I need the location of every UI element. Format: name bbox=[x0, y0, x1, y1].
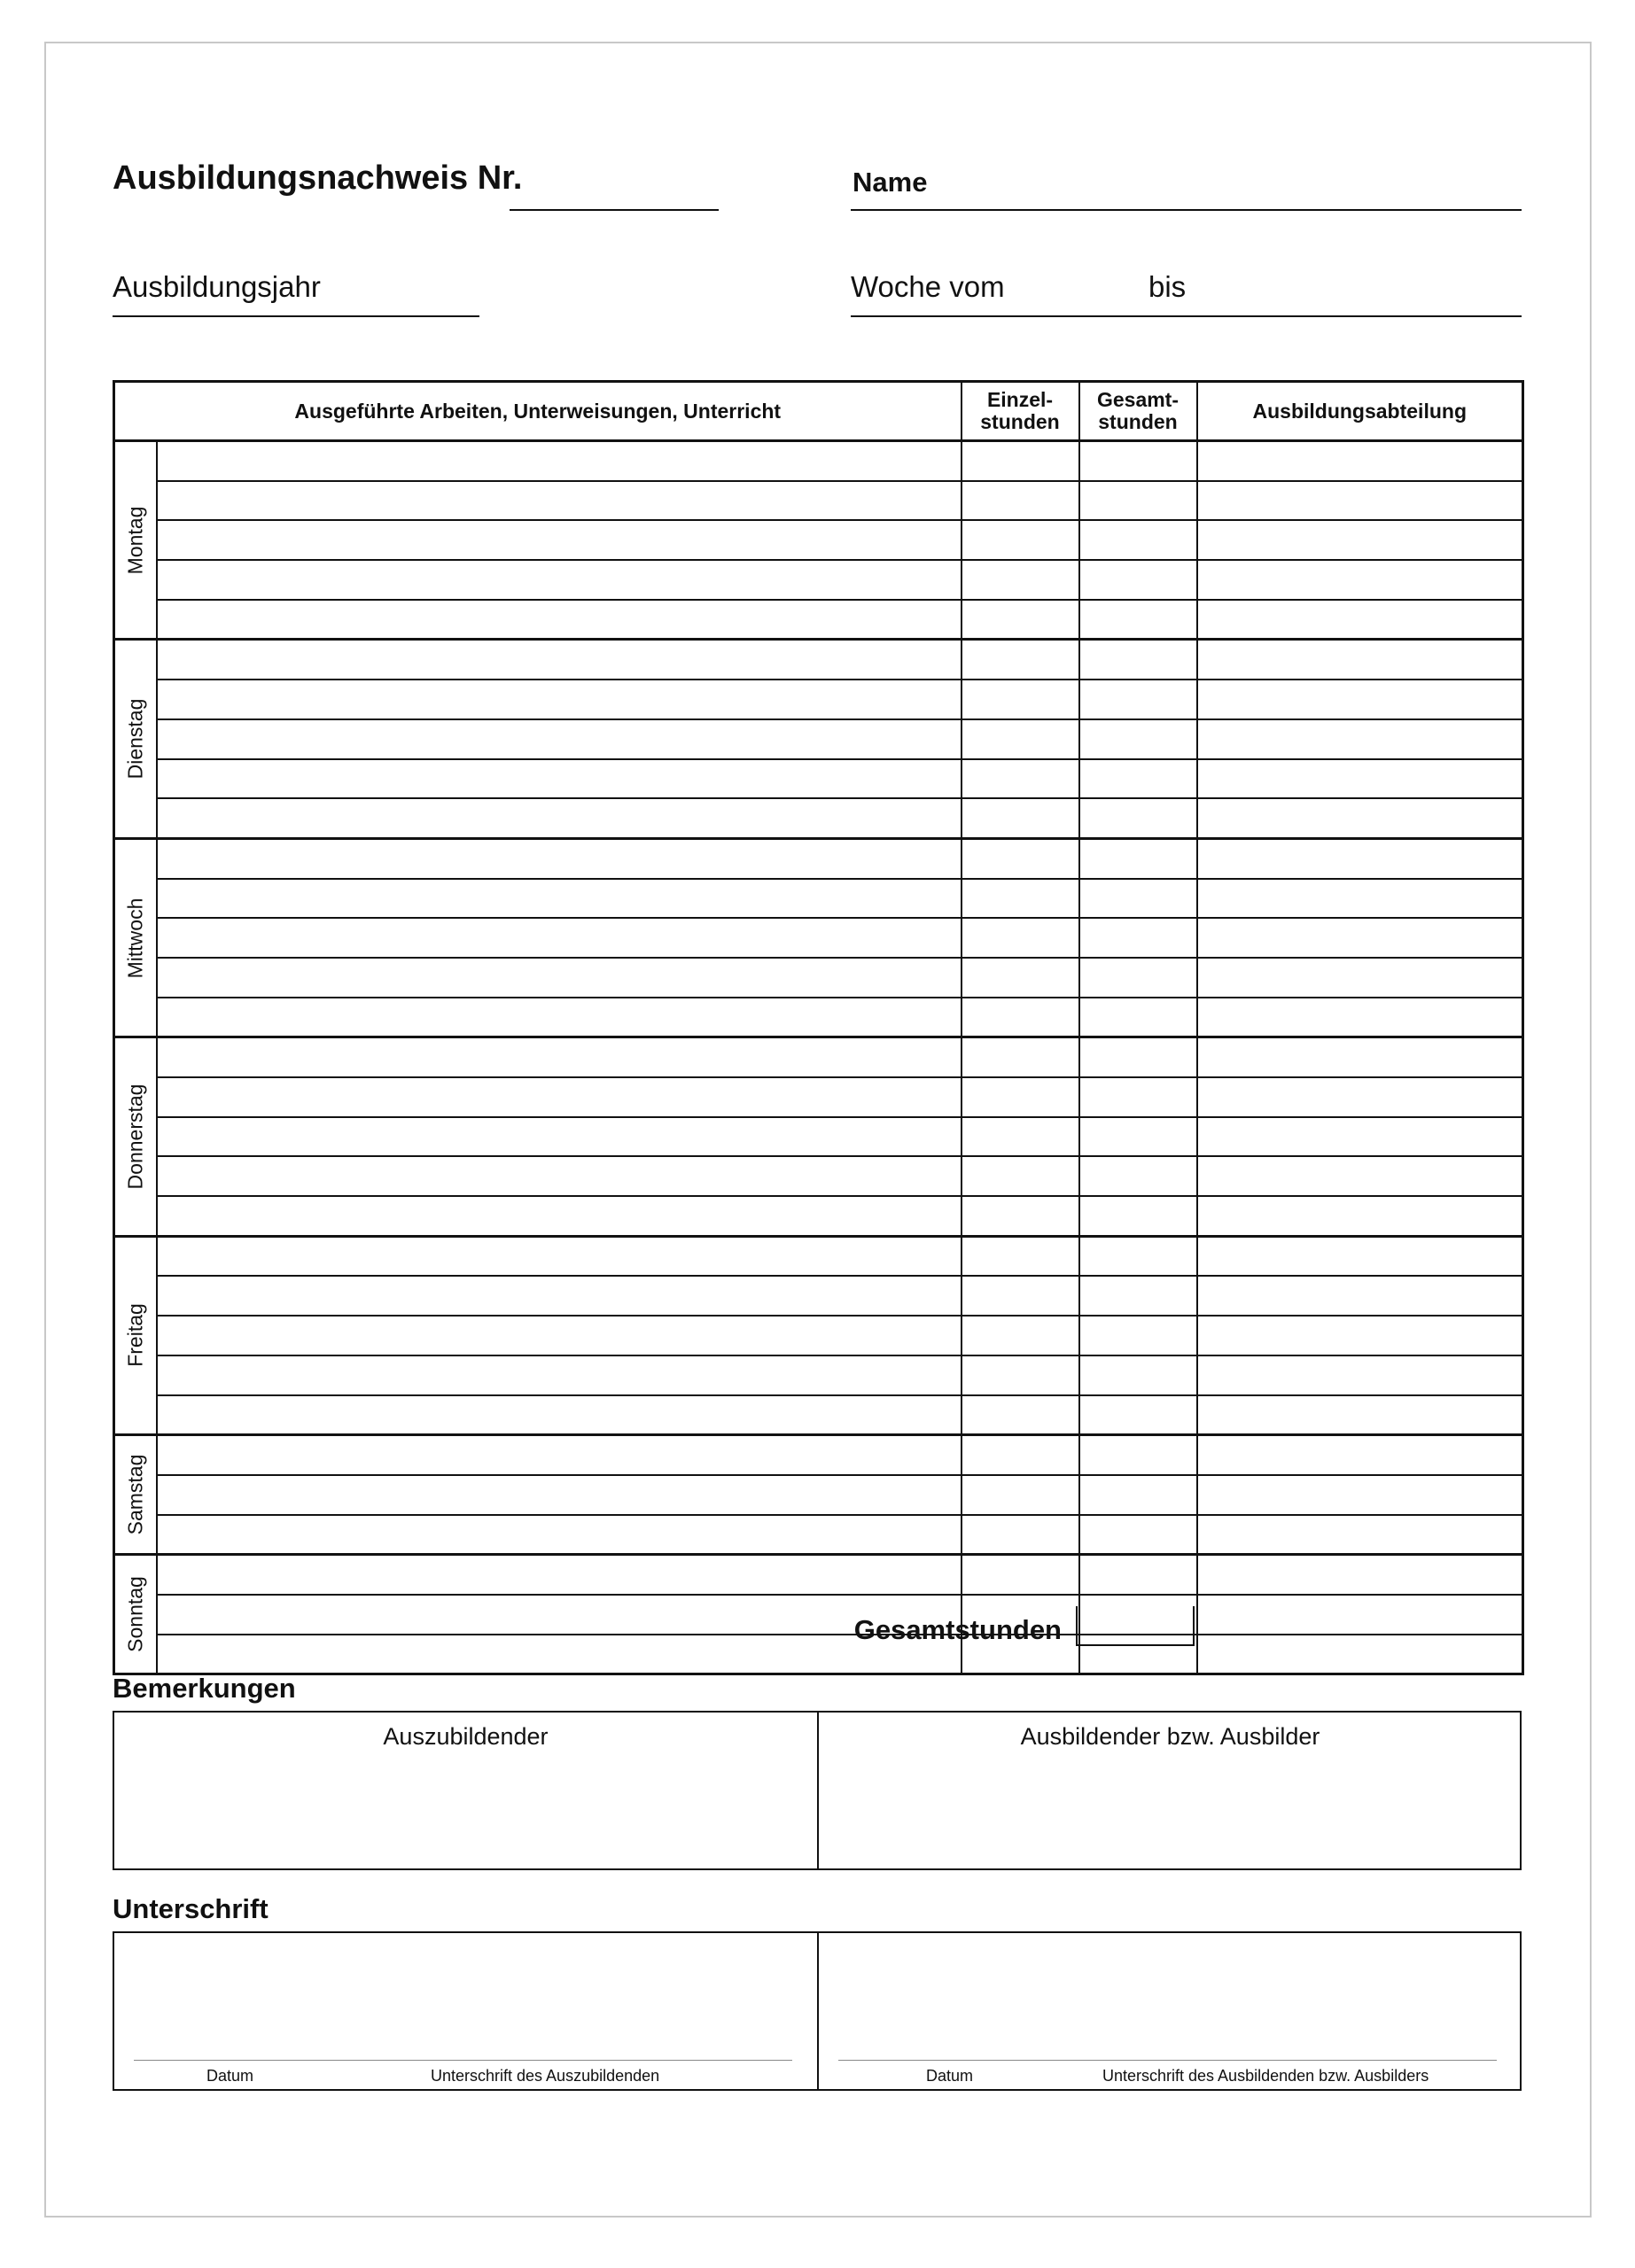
table-row bbox=[114, 1555, 1523, 1595]
total-hours-cell[interactable] bbox=[1079, 918, 1197, 958]
single-hours-cell[interactable] bbox=[962, 879, 1079, 919]
table-row bbox=[114, 1475, 1523, 1515]
total-hours-label: Gesamtstunden bbox=[853, 1614, 1062, 1645]
work-cell[interactable] bbox=[157, 798, 962, 838]
table-row bbox=[114, 1236, 1523, 1276]
total-hours-cell[interactable] bbox=[1079, 560, 1197, 600]
work-cell[interactable] bbox=[157, 1515, 962, 1555]
single-hours-cell[interactable] bbox=[962, 1037, 1079, 1077]
single-hours-cell[interactable] bbox=[962, 1276, 1079, 1316]
department-cell[interactable] bbox=[1197, 1555, 1523, 1595]
department-cell[interactable] bbox=[1197, 719, 1523, 759]
table-row bbox=[114, 520, 1523, 560]
total-hours-cell[interactable] bbox=[1079, 441, 1197, 481]
work-cell[interactable] bbox=[157, 520, 962, 560]
total-hours-line1: Gesamt- bbox=[1096, 388, 1180, 411]
year-label: Ausbildungsjahr bbox=[113, 270, 321, 303]
table-row bbox=[114, 1156, 1523, 1196]
total-hours-cell[interactable] bbox=[1079, 640, 1197, 680]
department-cell[interactable] bbox=[1197, 918, 1523, 958]
department-cell[interactable] bbox=[1197, 1156, 1523, 1196]
table-row bbox=[114, 1316, 1523, 1355]
department-cell[interactable] bbox=[1197, 1395, 1523, 1435]
table-row bbox=[114, 600, 1523, 640]
day-label: Freitag bbox=[123, 1303, 147, 1368]
signature-title: Unterschrift bbox=[113, 1893, 269, 1924]
remarks-box bbox=[113, 1711, 1522, 1870]
department-cell[interactable] bbox=[1197, 600, 1523, 640]
single-hours-cell[interactable] bbox=[962, 520, 1079, 560]
work-cell[interactable] bbox=[157, 1037, 962, 1077]
total-hours-cell[interactable] bbox=[1079, 798, 1197, 838]
table-row bbox=[114, 998, 1523, 1037]
department-cell[interactable] bbox=[1197, 958, 1523, 998]
department-cell[interactable] bbox=[1197, 1037, 1523, 1077]
table-row bbox=[114, 481, 1523, 521]
work-cell[interactable] bbox=[157, 640, 962, 680]
table-row bbox=[114, 1355, 1523, 1395]
total-hours-cell[interactable] bbox=[1079, 1037, 1197, 1077]
table-row bbox=[114, 1276, 1523, 1316]
work-cell[interactable] bbox=[157, 600, 962, 640]
single-hours-cell[interactable] bbox=[962, 998, 1079, 1037]
table-row bbox=[114, 1635, 1523, 1674]
table-row bbox=[114, 759, 1523, 799]
total-hours-cell[interactable] bbox=[1079, 1077, 1197, 1117]
work-cell[interactable] bbox=[157, 1316, 962, 1355]
department-cell[interactable] bbox=[1197, 1196, 1523, 1236]
signature-line-trainer bbox=[838, 2060, 1497, 2061]
single-hours-cell[interactable] bbox=[962, 759, 1079, 799]
column-header-work: Ausgeführte Arbeiten, Unterweisungen, Unterricht bbox=[114, 382, 962, 441]
department-cell[interactable] bbox=[1197, 1515, 1523, 1555]
total-hours-cell[interactable] bbox=[1079, 1395, 1197, 1435]
total-hours-cell[interactable] bbox=[1079, 838, 1197, 878]
total-hours-cell[interactable] bbox=[1079, 1475, 1197, 1515]
day-label: Mittwoch bbox=[123, 897, 147, 978]
total-hours-cell[interactable] bbox=[1079, 1515, 1197, 1555]
single-hours-cell[interactable] bbox=[962, 640, 1079, 680]
total-hours-cell[interactable] bbox=[1079, 680, 1197, 719]
single-hours-cell[interactable] bbox=[962, 1395, 1079, 1435]
single-hours-cell[interactable] bbox=[962, 958, 1079, 998]
table-body bbox=[114, 441, 1523, 1674]
work-cell[interactable] bbox=[157, 998, 962, 1037]
work-cell[interactable] bbox=[157, 1475, 962, 1515]
table-row bbox=[114, 838, 1523, 878]
work-cell[interactable] bbox=[157, 481, 962, 521]
single-hours-line2: stunden bbox=[980, 410, 1060, 433]
department-cell[interactable] bbox=[1197, 520, 1523, 560]
department-cell[interactable] bbox=[1197, 1595, 1523, 1635]
table-row bbox=[114, 1395, 1523, 1435]
total-hours-cell[interactable] bbox=[1079, 1435, 1197, 1475]
day-cell bbox=[114, 1236, 157, 1434]
department-cell[interactable] bbox=[1197, 759, 1523, 799]
department-cell[interactable] bbox=[1197, 998, 1523, 1037]
table-row bbox=[114, 918, 1523, 958]
department-cell[interactable] bbox=[1197, 680, 1523, 719]
work-cell[interactable] bbox=[157, 1196, 962, 1236]
column-header-single-hours bbox=[962, 382, 1079, 441]
department-cell[interactable] bbox=[1197, 1077, 1523, 1117]
single-hours-cell[interactable] bbox=[962, 1117, 1079, 1157]
total-hours-cell[interactable] bbox=[1079, 1156, 1197, 1196]
single-hours-cell[interactable] bbox=[962, 1236, 1079, 1276]
column-header-department: Ausbildungsabteilung bbox=[1197, 382, 1523, 441]
table-row bbox=[114, 958, 1523, 998]
total-hours-cell[interactable] bbox=[1079, 1316, 1197, 1355]
work-cell[interactable] bbox=[157, 560, 962, 600]
total-hours-cell[interactable] bbox=[1079, 958, 1197, 998]
day-label: Montag bbox=[123, 506, 147, 575]
work-cell[interactable] bbox=[157, 1236, 962, 1276]
total-hours-cell[interactable] bbox=[1079, 1355, 1197, 1395]
department-cell[interactable] bbox=[1197, 879, 1523, 919]
work-cell[interactable] bbox=[157, 879, 962, 919]
department-cell[interactable] bbox=[1197, 1435, 1523, 1475]
signature-trainer-field[interactable] bbox=[817, 1933, 1522, 2089]
department-cell[interactable] bbox=[1197, 1117, 1523, 1157]
work-cell[interactable] bbox=[157, 680, 962, 719]
name-field[interactable] bbox=[851, 209, 1522, 211]
table-row bbox=[114, 1595, 1523, 1635]
report-number-field[interactable] bbox=[510, 209, 719, 211]
remarks-trainer-field[interactable] bbox=[817, 1713, 1522, 1868]
signature-line-trainee bbox=[134, 2060, 792, 2061]
table-header-row bbox=[114, 382, 1523, 441]
total-hours-field[interactable] bbox=[1076, 1606, 1195, 1646]
single-hours-cell[interactable] bbox=[962, 560, 1079, 600]
table-row bbox=[114, 719, 1523, 759]
day-cell bbox=[114, 1435, 157, 1555]
department-cell[interactable] bbox=[1197, 1355, 1523, 1395]
remarks-trainer-label: Ausbildender bzw. Ausbilder bbox=[1020, 1723, 1320, 1750]
table-row bbox=[114, 879, 1523, 919]
work-cell[interactable] bbox=[157, 719, 962, 759]
table-row bbox=[114, 798, 1523, 838]
day-label: Samstag bbox=[123, 1454, 147, 1535]
single-hours-cell[interactable] bbox=[962, 481, 1079, 521]
single-hours-cell[interactable] bbox=[962, 1316, 1079, 1355]
single-hours-cell[interactable] bbox=[962, 1196, 1079, 1236]
date-label-trainee: Datum bbox=[206, 2067, 254, 2085]
work-cell[interactable] bbox=[157, 1117, 962, 1157]
single-hours-cell[interactable] bbox=[962, 1077, 1079, 1117]
table-row bbox=[114, 680, 1523, 719]
table-row bbox=[114, 1077, 1523, 1117]
work-cell[interactable] bbox=[157, 958, 962, 998]
remarks-trainee-label: Auszubildender bbox=[383, 1723, 549, 1750]
work-cell[interactable] bbox=[157, 1595, 962, 1635]
department-cell[interactable] bbox=[1197, 640, 1523, 680]
single-hours-cell[interactable] bbox=[962, 1555, 1079, 1595]
work-cell[interactable] bbox=[157, 1156, 962, 1196]
table-row bbox=[114, 441, 1523, 481]
work-cell[interactable] bbox=[157, 1395, 962, 1435]
total-hours-cell[interactable] bbox=[1079, 1555, 1197, 1595]
total-hours-cell[interactable] bbox=[1079, 1196, 1197, 1236]
day-cell bbox=[114, 1037, 157, 1236]
single-hours-cell[interactable] bbox=[962, 1475, 1079, 1515]
department-cell[interactable] bbox=[1197, 1635, 1523, 1674]
remarks-trainee-field[interactable] bbox=[114, 1713, 817, 1868]
single-hours-cell[interactable] bbox=[962, 600, 1079, 640]
signature-box bbox=[113, 1931, 1522, 2091]
department-cell[interactable] bbox=[1197, 798, 1523, 838]
table-row bbox=[114, 640, 1523, 680]
table-row bbox=[114, 1117, 1523, 1157]
department-cell[interactable] bbox=[1197, 1316, 1523, 1355]
department-cell[interactable] bbox=[1197, 1475, 1523, 1515]
total-hours-cell[interactable] bbox=[1079, 1117, 1197, 1157]
remarks-title: Bemerkungen bbox=[113, 1673, 296, 1704]
total-hours-cell[interactable] bbox=[1079, 481, 1197, 521]
total-hours-cell[interactable] bbox=[1079, 1276, 1197, 1316]
single-hours-cell[interactable] bbox=[962, 1435, 1079, 1475]
total-hours-cell[interactable] bbox=[1079, 520, 1197, 560]
single-hours-cell[interactable] bbox=[962, 918, 1079, 958]
work-cell[interactable] bbox=[157, 1635, 962, 1674]
total-hours-line2: stunden bbox=[1098, 410, 1178, 433]
total-hours-cell[interactable] bbox=[1079, 719, 1197, 759]
work-cell[interactable] bbox=[157, 1555, 962, 1595]
single-hours-cell[interactable] bbox=[962, 838, 1079, 878]
department-cell[interactable] bbox=[1197, 481, 1523, 521]
total-hours-cell[interactable] bbox=[1079, 998, 1197, 1037]
department-cell[interactable] bbox=[1197, 838, 1523, 878]
day-cell bbox=[114, 640, 157, 838]
table-row bbox=[114, 1196, 1523, 1236]
single-hours-cell[interactable] bbox=[962, 719, 1079, 759]
day-cell bbox=[114, 1555, 157, 1674]
week-from-label: Woche vom bbox=[851, 270, 1005, 303]
date-label-trainer: Datum bbox=[926, 2067, 974, 2085]
activity-table bbox=[113, 380, 1524, 1675]
work-cell[interactable] bbox=[157, 759, 962, 799]
total-hours-cell[interactable] bbox=[1079, 879, 1197, 919]
total-hours-cell[interactable] bbox=[1079, 1236, 1197, 1276]
single-hours-cell[interactable] bbox=[962, 680, 1079, 719]
year-field[interactable] bbox=[113, 315, 479, 317]
table-row bbox=[114, 1037, 1523, 1077]
signature-label-trainer: Unterschrift des Ausbildenden bzw. Ausbilders bbox=[1102, 2067, 1429, 2085]
name-label: Name bbox=[853, 167, 928, 198]
total-hours-cell[interactable] bbox=[1079, 759, 1197, 799]
table-row bbox=[114, 1435, 1523, 1475]
work-cell[interactable] bbox=[157, 1077, 962, 1117]
table-row bbox=[114, 1515, 1523, 1555]
single-hours-cell[interactable] bbox=[962, 441, 1079, 481]
day-label: Donnerstag bbox=[123, 1084, 147, 1190]
day-cell bbox=[114, 441, 157, 640]
week-until-label: bis bbox=[1148, 270, 1187, 303]
column-header-total-hours bbox=[1079, 382, 1197, 441]
day-cell bbox=[114, 838, 157, 1037]
single-hours-cell[interactable] bbox=[962, 1515, 1079, 1555]
department-cell[interactable] bbox=[1197, 441, 1523, 481]
table-row bbox=[114, 560, 1523, 600]
signature-label-trainee: Unterschrift des Auszubildenden bbox=[431, 2067, 660, 2085]
week-field[interactable] bbox=[851, 315, 1522, 317]
department-cell[interactable] bbox=[1197, 1276, 1523, 1316]
work-cell[interactable] bbox=[157, 838, 962, 878]
single-hours-cell[interactable] bbox=[962, 1156, 1079, 1196]
single-hours-cell[interactable] bbox=[962, 1355, 1079, 1395]
total-hours-cell[interactable] bbox=[1079, 600, 1197, 640]
form-title: Ausbildungsnachweis Nr. bbox=[113, 159, 523, 197]
work-cell[interactable] bbox=[157, 1435, 962, 1475]
work-cell[interactable] bbox=[157, 1355, 962, 1395]
single-hours-line1: Einzel- bbox=[986, 388, 1054, 411]
department-cell[interactable] bbox=[1197, 560, 1523, 600]
day-label: Sonntag bbox=[123, 1576, 147, 1653]
department-cell[interactable] bbox=[1197, 1236, 1523, 1276]
single-hours-cell[interactable] bbox=[962, 798, 1079, 838]
work-cell[interactable] bbox=[157, 1276, 962, 1316]
work-cell[interactable] bbox=[157, 918, 962, 958]
day-label: Dienstag bbox=[123, 698, 147, 780]
signature-trainee-field[interactable] bbox=[114, 1933, 817, 2089]
work-cell[interactable] bbox=[157, 441, 962, 481]
